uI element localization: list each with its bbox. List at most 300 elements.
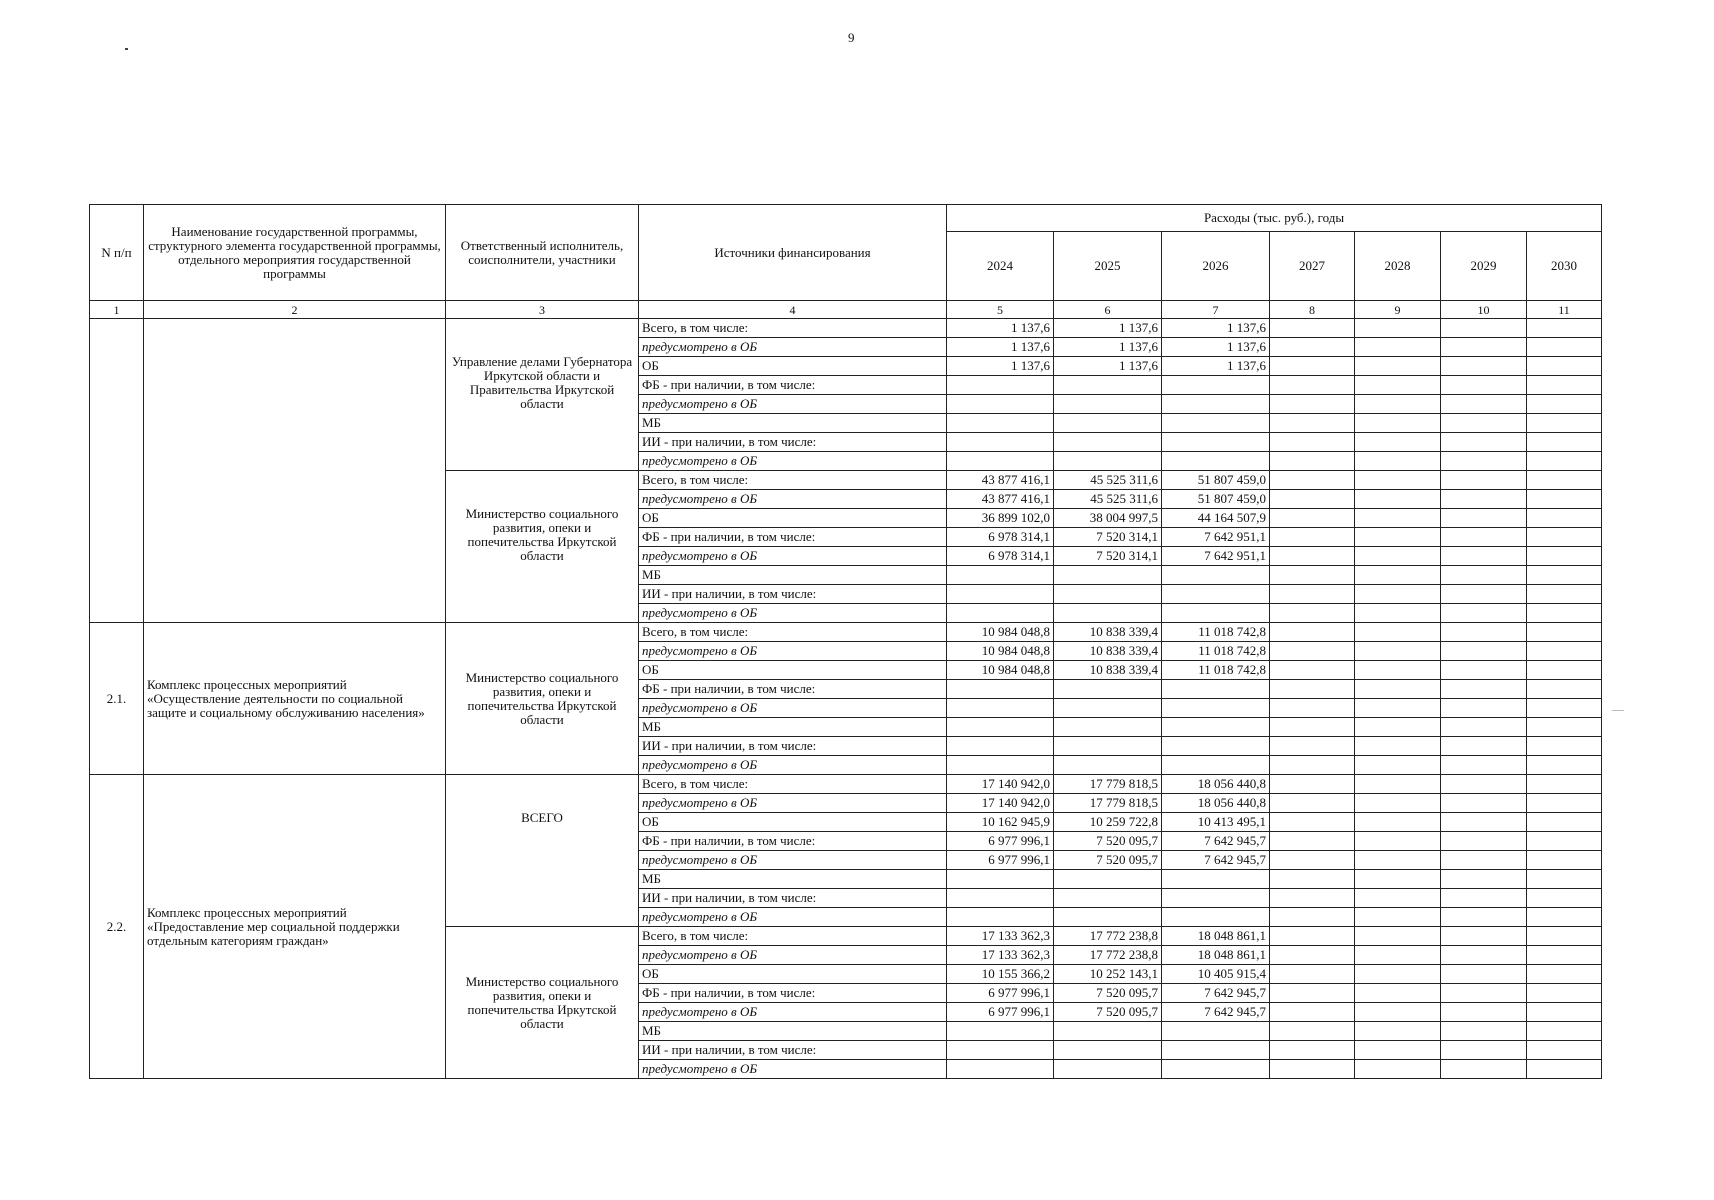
row-amount	[1054, 889, 1162, 908]
row-amount	[1527, 889, 1602, 908]
row-program-name: Комплекс процессных мероприятий «Осуществление деятельности по социальной защите и социальному обслуживанию населения»	[144, 623, 446, 775]
row-amount: 10 155 366,2	[947, 965, 1054, 984]
row-amount: 43 877 416,1	[947, 490, 1054, 509]
row-amount	[1162, 889, 1270, 908]
row-amount: 17 140 942,0	[947, 794, 1054, 813]
row-amount: 43 877 416,1	[947, 471, 1054, 490]
row-amount	[1054, 699, 1162, 718]
row-amount	[1527, 775, 1602, 794]
row-amount	[1441, 414, 1527, 433]
row-amount	[1355, 756, 1441, 775]
row-amount	[1162, 376, 1270, 395]
row-amount	[947, 395, 1054, 414]
row-amount: 1 137,6	[947, 319, 1054, 338]
row-amount: 7 642 945,7	[1162, 1003, 1270, 1022]
row-amount	[1270, 756, 1355, 775]
row-amount	[1355, 1003, 1441, 1022]
row-amount: 17 133 362,3	[947, 927, 1054, 946]
row-amount	[1355, 585, 1441, 604]
row-amount	[1270, 813, 1355, 832]
row-amount	[1162, 737, 1270, 756]
row-funding-source: МБ	[639, 1022, 947, 1041]
row-amount: 1 137,6	[1054, 357, 1162, 376]
header-col-source: Источники финансирования	[639, 205, 947, 301]
row-amount: 18 048 861,1	[1162, 927, 1270, 946]
row-amount	[1527, 794, 1602, 813]
row-funding-source: предусмотрено в ОБ	[639, 794, 947, 813]
row-amount	[1527, 414, 1602, 433]
row-amount: 1 137,6	[947, 357, 1054, 376]
row-amount	[1162, 1022, 1270, 1041]
row-amount	[1355, 680, 1441, 699]
column-number: 11	[1527, 301, 1602, 319]
row-amount: 10 838 339,4	[1054, 623, 1162, 642]
row-amount	[1162, 870, 1270, 889]
row-amount: 1 137,6	[1054, 338, 1162, 357]
row-amount	[947, 376, 1054, 395]
row-amount	[1270, 1060, 1355, 1079]
row-amount	[1270, 1041, 1355, 1060]
row-amount	[1441, 395, 1527, 414]
row-amount	[1270, 1003, 1355, 1022]
row-amount: 10 838 339,4	[1054, 642, 1162, 661]
row-amount: 10 259 722,8	[1054, 813, 1162, 832]
row-amount	[1441, 376, 1527, 395]
table-row	[90, 319, 1602, 338]
row-amount	[947, 452, 1054, 471]
row-amount	[1270, 794, 1355, 813]
row-funding-source: предусмотрено в ОБ	[639, 490, 947, 509]
row-amount	[1355, 851, 1441, 870]
row-funding-source: ФБ - при наличии, в том числе:	[639, 984, 947, 1003]
column-number: 1	[90, 301, 144, 319]
row-amount	[1441, 490, 1527, 509]
row-amount: 18 056 440,8	[1162, 775, 1270, 794]
row-amount	[1527, 965, 1602, 984]
row-amount: 17 772 238,8	[1054, 946, 1162, 965]
row-amount	[1527, 1003, 1602, 1022]
row-amount	[1270, 376, 1355, 395]
row-executor: Министерство социального развития, опеки и попечительства Иркутской области	[446, 623, 639, 775]
row-amount: 1 137,6	[1162, 319, 1270, 338]
row-amount	[1355, 319, 1441, 338]
row-amount	[1527, 452, 1602, 471]
row-amount: 36 899 102,0	[947, 509, 1054, 528]
row-amount	[1355, 661, 1441, 680]
row-amount	[1270, 680, 1355, 699]
row-amount	[1270, 927, 1355, 946]
row-amount: 6 977 996,1	[947, 832, 1054, 851]
row-amount: 10 984 048,8	[947, 623, 1054, 642]
row-executor: Министерство социального развития, опеки и попечительства Иркутской области	[446, 471, 639, 623]
row-program-name: Комплекс процессных мероприятий «Предоставление мер социальной поддержки отдельным категориям граждан»	[144, 775, 446, 1079]
row-amount	[1527, 433, 1602, 452]
row-amount	[947, 756, 1054, 775]
row-amount: 10 984 048,8	[947, 661, 1054, 680]
row-amount	[1441, 585, 1527, 604]
row-amount: 17 133 362,3	[947, 946, 1054, 965]
row-amount: 44 164 507,9	[1162, 509, 1270, 528]
row-amount	[1270, 661, 1355, 680]
row-amount	[1355, 927, 1441, 946]
row-amount	[1441, 775, 1527, 794]
row-amount	[1527, 357, 1602, 376]
row-amount	[1355, 699, 1441, 718]
row-amount	[1527, 756, 1602, 775]
row-amount	[1162, 452, 1270, 471]
row-amount	[1441, 908, 1527, 927]
row-amount: 7 520 095,7	[1054, 832, 1162, 851]
row-amount	[1270, 908, 1355, 927]
row-amount	[1441, 718, 1527, 737]
row-amount	[1441, 832, 1527, 851]
row-amount	[1527, 566, 1602, 585]
row-funding-source: ИИ - при наличии, в том числе:	[639, 1041, 947, 1060]
row-amount: 17 779 818,5	[1054, 794, 1162, 813]
row-amount	[1527, 338, 1602, 357]
row-program-name	[144, 319, 446, 623]
table-row	[90, 623, 1602, 642]
row-amount	[947, 604, 1054, 623]
row-amount: 51 807 459,0	[1162, 471, 1270, 490]
row-amount	[1355, 452, 1441, 471]
budget-table	[89, 204, 1602, 1079]
row-amount	[1270, 414, 1355, 433]
row-amount: 11 018 742,8	[1162, 642, 1270, 661]
row-amount	[1054, 376, 1162, 395]
row-amount	[1355, 813, 1441, 832]
table-row	[90, 775, 1602, 794]
row-amount	[1162, 908, 1270, 927]
header-year: 2029	[1441, 232, 1527, 301]
row-amount	[1054, 680, 1162, 699]
row-amount: 6 977 996,1	[947, 984, 1054, 1003]
row-amount	[1527, 604, 1602, 623]
row-amount	[1355, 623, 1441, 642]
row-funding-source: ИИ - при наличии, в том числе:	[639, 889, 947, 908]
row-amount	[1355, 1022, 1441, 1041]
column-number: 4	[639, 301, 947, 319]
column-number: 10	[1441, 301, 1527, 319]
row-amount	[1270, 471, 1355, 490]
row-amount: 17 772 238,8	[1054, 927, 1162, 946]
row-amount	[1270, 946, 1355, 965]
row-amount	[1441, 604, 1527, 623]
row-amount	[1162, 433, 1270, 452]
row-funding-source: Всего, в том числе:	[639, 775, 947, 794]
row-amount	[1441, 528, 1527, 547]
row-amount	[947, 870, 1054, 889]
row-funding-source: предусмотрено в ОБ	[639, 851, 947, 870]
row-amount	[1270, 699, 1355, 718]
row-funding-source: ОБ	[639, 509, 947, 528]
row-amount	[1270, 965, 1355, 984]
row-funding-source: ФБ - при наличии, в том числе:	[639, 376, 947, 395]
row-amount: 10 252 143,1	[1054, 965, 1162, 984]
row-amount	[1441, 870, 1527, 889]
row-amount	[1270, 623, 1355, 642]
row-amount: 10 984 048,8	[947, 642, 1054, 661]
row-amount	[1270, 642, 1355, 661]
row-amount	[1270, 775, 1355, 794]
row-amount	[1162, 604, 1270, 623]
row-amount	[1355, 832, 1441, 851]
row-amount	[1441, 357, 1527, 376]
row-amount	[1527, 471, 1602, 490]
header-col-num: N п/п	[90, 205, 144, 301]
row-amount	[1527, 376, 1602, 395]
row-amount: 45 525 311,6	[1054, 471, 1162, 490]
row-amount	[947, 680, 1054, 699]
column-number: 5	[947, 301, 1054, 319]
row-amount	[947, 699, 1054, 718]
row-amount	[1441, 680, 1527, 699]
row-amount	[1441, 1003, 1527, 1022]
row-funding-source: ФБ - при наличии, в том числе:	[639, 680, 947, 699]
row-amount	[1355, 775, 1441, 794]
column-number: 2	[144, 301, 446, 319]
row-amount	[1355, 604, 1441, 623]
row-amount	[947, 433, 1054, 452]
row-amount	[1054, 1022, 1162, 1041]
row-amount: 18 056 440,8	[1162, 794, 1270, 813]
row-funding-source: предусмотрено в ОБ	[639, 604, 947, 623]
row-amount: 1 137,6	[1162, 357, 1270, 376]
row-amount	[947, 718, 1054, 737]
row-amount	[1162, 756, 1270, 775]
row-amount	[947, 1022, 1054, 1041]
row-amount	[1527, 870, 1602, 889]
row-amount	[1355, 357, 1441, 376]
row-amount	[947, 1060, 1054, 1079]
row-amount	[1270, 585, 1355, 604]
row-amount	[1054, 718, 1162, 737]
row-amount	[1441, 1022, 1527, 1041]
column-number: 7	[1162, 301, 1270, 319]
row-code: 2.2.	[90, 775, 144, 1079]
row-amount	[1355, 1060, 1441, 1079]
row-amount	[1441, 433, 1527, 452]
row-amount	[1270, 718, 1355, 737]
row-amount	[1441, 319, 1527, 338]
row-amount	[1441, 547, 1527, 566]
page-number: 9	[848, 30, 855, 45]
row-amount	[1355, 737, 1441, 756]
row-funding-source: ОБ	[639, 813, 947, 832]
row-funding-source: Всего, в том числе:	[639, 471, 947, 490]
row-amount	[1527, 1022, 1602, 1041]
row-amount: 7 642 945,7	[1162, 984, 1270, 1003]
row-funding-source: ОБ	[639, 661, 947, 680]
row-amount	[1270, 870, 1355, 889]
row-amount	[1270, 357, 1355, 376]
row-amount	[1355, 490, 1441, 509]
row-amount: 1 137,6	[1162, 338, 1270, 357]
row-amount	[1054, 585, 1162, 604]
row-amount	[1527, 813, 1602, 832]
row-amount: 7 520 314,1	[1054, 528, 1162, 547]
row-amount	[1270, 1022, 1355, 1041]
row-amount: 11 018 742,8	[1162, 623, 1270, 642]
row-amount	[1527, 851, 1602, 870]
row-amount: 17 779 818,5	[1054, 775, 1162, 794]
row-funding-source: МБ	[639, 870, 947, 889]
header-year: 2024	[947, 232, 1054, 301]
row-amount: 6 977 996,1	[947, 1003, 1054, 1022]
row-amount	[1270, 737, 1355, 756]
header-col-executor: Ответственный исполнитель, соисполнители, участники	[446, 205, 639, 301]
row-code	[90, 319, 144, 623]
row-amount: 11 018 742,8	[1162, 661, 1270, 680]
row-amount	[1441, 794, 1527, 813]
row-executor: ВСЕГО	[446, 775, 639, 927]
row-amount: 45 525 311,6	[1054, 490, 1162, 509]
row-amount	[1355, 338, 1441, 357]
row-amount	[1162, 1041, 1270, 1060]
row-amount	[1441, 946, 1527, 965]
row-amount	[1054, 414, 1162, 433]
row-amount	[1527, 908, 1602, 927]
row-amount	[1441, 509, 1527, 528]
row-amount	[1355, 642, 1441, 661]
row-amount	[1527, 585, 1602, 604]
row-amount	[1054, 870, 1162, 889]
row-amount	[1355, 566, 1441, 585]
row-amount	[1527, 319, 1602, 338]
scan-artifact-dot	[125, 48, 128, 50]
header-year: 2026	[1162, 232, 1270, 301]
row-amount	[1270, 984, 1355, 1003]
row-amount: 10 162 945,9	[947, 813, 1054, 832]
header-year: 2025	[1054, 232, 1162, 301]
row-amount	[1162, 585, 1270, 604]
row-amount: 7 642 951,1	[1162, 528, 1270, 547]
row-amount: 1 137,6	[947, 338, 1054, 357]
row-amount	[1527, 490, 1602, 509]
row-funding-source: ИИ - при наличии, в том числе:	[639, 585, 947, 604]
header-col-name: Наименование государственной программы, структурного элемента государственной программы, отдельного мероприятия государственной программы	[144, 205, 446, 301]
row-amount	[1054, 1060, 1162, 1079]
row-amount: 7 642 945,7	[1162, 832, 1270, 851]
row-amount	[1270, 509, 1355, 528]
table-body	[90, 319, 1602, 1079]
row-amount	[1355, 471, 1441, 490]
row-executor: Министерство социального развития, опеки и попечительства Иркутской области	[446, 927, 639, 1079]
row-amount	[1355, 965, 1441, 984]
row-amount	[1355, 889, 1441, 908]
row-amount	[1441, 984, 1527, 1003]
row-amount	[1162, 1060, 1270, 1079]
row-amount	[1355, 509, 1441, 528]
row-amount	[1441, 756, 1527, 775]
header-year: 2027	[1270, 232, 1355, 301]
row-amount	[1355, 984, 1441, 1003]
row-amount: 6 978 314,1	[947, 528, 1054, 547]
row-amount	[1270, 319, 1355, 338]
row-amount	[1441, 1041, 1527, 1060]
row-amount	[1441, 1060, 1527, 1079]
row-amount	[1527, 699, 1602, 718]
row-amount	[1441, 965, 1527, 984]
column-number: 9	[1355, 301, 1441, 319]
row-amount	[1355, 528, 1441, 547]
row-amount	[1054, 604, 1162, 623]
row-amount	[947, 908, 1054, 927]
row-funding-source: МБ	[639, 566, 947, 585]
row-amount	[1270, 452, 1355, 471]
row-amount: 17 140 942,0	[947, 775, 1054, 794]
row-funding-source: ФБ - при наличии, в том числе:	[639, 528, 947, 547]
row-amount	[1527, 984, 1602, 1003]
row-amount: 6 977 996,1	[947, 851, 1054, 870]
row-amount	[1270, 490, 1355, 509]
row-amount: 7 520 095,7	[1054, 851, 1162, 870]
row-funding-source: МБ	[639, 718, 947, 737]
row-amount	[1162, 680, 1270, 699]
row-funding-source: Всего, в том числе:	[639, 927, 947, 946]
row-amount	[1441, 851, 1527, 870]
row-amount	[1441, 889, 1527, 908]
row-amount: 10 405 915,4	[1162, 965, 1270, 984]
row-amount	[1355, 908, 1441, 927]
row-amount	[1270, 395, 1355, 414]
row-funding-source: ОБ	[639, 357, 947, 376]
row-amount: 10 413 495,1	[1162, 813, 1270, 832]
row-amount	[1527, 737, 1602, 756]
row-amount	[1527, 661, 1602, 680]
row-amount	[1527, 832, 1602, 851]
row-amount	[1054, 566, 1162, 585]
row-amount	[1054, 433, 1162, 452]
row-amount	[1441, 452, 1527, 471]
row-amount	[1355, 414, 1441, 433]
row-amount	[1270, 433, 1355, 452]
row-amount	[1054, 1041, 1162, 1060]
row-funding-source: ИИ - при наличии, в том числе:	[639, 433, 947, 452]
row-amount	[1270, 528, 1355, 547]
row-amount	[947, 414, 1054, 433]
row-amount: 7 642 945,7	[1162, 851, 1270, 870]
row-amount	[1355, 395, 1441, 414]
row-funding-source: предусмотрено в ОБ	[639, 642, 947, 661]
row-amount	[947, 585, 1054, 604]
row-funding-source: предусмотрено в ОБ	[639, 908, 947, 927]
row-amount	[1441, 338, 1527, 357]
header-col-expenses: Расходы (тыс. руб.), годы	[947, 205, 1602, 232]
row-code: 2.1.	[90, 623, 144, 775]
header-year: 2030	[1527, 232, 1602, 301]
row-amount	[1162, 699, 1270, 718]
row-amount	[1054, 908, 1162, 927]
row-amount	[1054, 395, 1162, 414]
row-amount: 6 978 314,1	[947, 547, 1054, 566]
row-amount	[1527, 547, 1602, 566]
row-amount	[1355, 1041, 1441, 1060]
row-amount	[1527, 623, 1602, 642]
row-amount: 10 838 339,4	[1054, 661, 1162, 680]
row-amount	[1441, 737, 1527, 756]
row-amount	[1441, 623, 1527, 642]
row-amount: 38 004 997,5	[1054, 509, 1162, 528]
row-amount	[947, 566, 1054, 585]
row-amount	[1355, 870, 1441, 889]
row-funding-source: ОБ	[639, 965, 947, 984]
row-amount: 1 137,6	[1054, 319, 1162, 338]
row-amount	[1527, 509, 1602, 528]
row-amount	[1270, 832, 1355, 851]
row-amount: 7 520 314,1	[1054, 547, 1162, 566]
row-amount: 7 642 951,1	[1162, 547, 1270, 566]
